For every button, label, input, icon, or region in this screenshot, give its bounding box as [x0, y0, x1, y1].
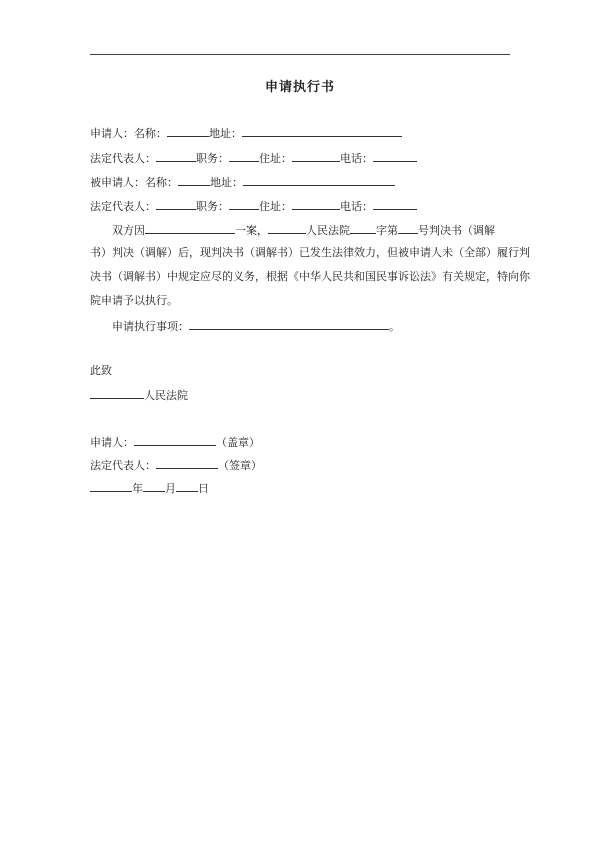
- respondent-address-label: 地址：: [210, 176, 243, 189]
- year-field[interactable]: [90, 480, 132, 492]
- legal-rep-label: 法定代表人：: [90, 200, 156, 213]
- position-field[interactable]: [229, 198, 259, 210]
- date-row: [90, 480, 209, 496]
- body-text: 字第: [376, 224, 398, 237]
- body-line-3: 决书（调解书）中规定应尽的义务，根据《中华人民共和国民事诉讼法》有关规定，特向你: [90, 270, 530, 283]
- legal-rep-row-1: [90, 150, 417, 166]
- signature-rep-field[interactable]: [156, 457, 218, 469]
- signature-applicant-field[interactable]: [134, 434, 216, 446]
- month-label: 月: [165, 482, 176, 495]
- legal-rep-row-2: [90, 198, 417, 214]
- applicant-address-label: 地址：: [209, 127, 242, 140]
- closing-court-label: 人民法院: [144, 389, 188, 402]
- respondent-name-label: 名称：: [145, 176, 178, 189]
- matters-field[interactable]: [189, 318, 389, 330]
- body-line-1: [112, 222, 495, 238]
- closing-court-field[interactable]: [90, 387, 144, 399]
- applicant-label: 申请人：: [90, 127, 134, 140]
- position-field[interactable]: [229, 150, 259, 162]
- position-label: 职务：: [196, 152, 229, 165]
- residence-field[interactable]: [292, 150, 340, 162]
- signature-rep-row: [90, 457, 262, 473]
- respondent-address-field[interactable]: [243, 174, 395, 186]
- seal-note: （盖章）: [216, 436, 260, 449]
- body-text: 人民法院: [306, 224, 350, 237]
- month-field[interactable]: [143, 480, 165, 492]
- body-text: 。: [389, 320, 400, 333]
- phone-field[interactable]: [373, 198, 417, 210]
- residence-field[interactable]: [292, 198, 340, 210]
- applicant-name-label: 名称：: [134, 127, 167, 140]
- residence-label: 住址：: [259, 200, 292, 213]
- residence-label: 住址：: [259, 152, 292, 165]
- court-field[interactable]: [268, 222, 306, 234]
- salutation: 此致: [90, 364, 112, 377]
- applicant-row: [90, 125, 402, 141]
- legal-rep-name-field[interactable]: [156, 198, 196, 210]
- document-title: 申请执行书: [264, 80, 335, 95]
- respondent-label: 被申请人：: [90, 176, 145, 189]
- signature-applicant-label: 申请人：: [90, 436, 134, 449]
- matters-label: 申请执行事项：: [112, 320, 189, 333]
- signature-applicant-row: [90, 434, 260, 450]
- respondent-row: [90, 174, 395, 190]
- body-line-2: 书）判决（调解）后，现判决书（调解书）已发生法律效力，但被申请人未（全部）履行判: [90, 246, 530, 259]
- sign-note: （签章）: [218, 459, 262, 472]
- case-number-field[interactable]: [398, 222, 418, 234]
- respondent-name-field[interactable]: [178, 174, 210, 186]
- closing-court-row: [90, 387, 188, 403]
- case-year-field[interactable]: [350, 222, 376, 234]
- body-text: 一案，: [235, 224, 268, 237]
- applicant-address-field[interactable]: [242, 125, 402, 137]
- body-text: 号判决书（调解: [418, 224, 495, 237]
- legal-rep-label: 法定代表人：: [90, 152, 156, 165]
- phone-label: 电话：: [340, 152, 373, 165]
- matters-row: [112, 318, 400, 334]
- legal-rep-name-field[interactable]: [156, 150, 196, 162]
- phone-field[interactable]: [373, 150, 417, 162]
- year-label: 年: [132, 482, 143, 495]
- day-field[interactable]: [176, 480, 198, 492]
- phone-label: 电话：: [340, 200, 373, 213]
- position-label: 职务：: [196, 200, 229, 213]
- case-field[interactable]: [145, 222, 235, 234]
- header-rule: [90, 54, 510, 55]
- signature-rep-label: 法定代表人：: [90, 459, 156, 472]
- body-line-4: 院申请予以执行。: [90, 294, 178, 307]
- day-label: 日: [198, 482, 209, 495]
- body-text: 双方因: [112, 224, 145, 237]
- applicant-name-field[interactable]: [167, 125, 209, 137]
